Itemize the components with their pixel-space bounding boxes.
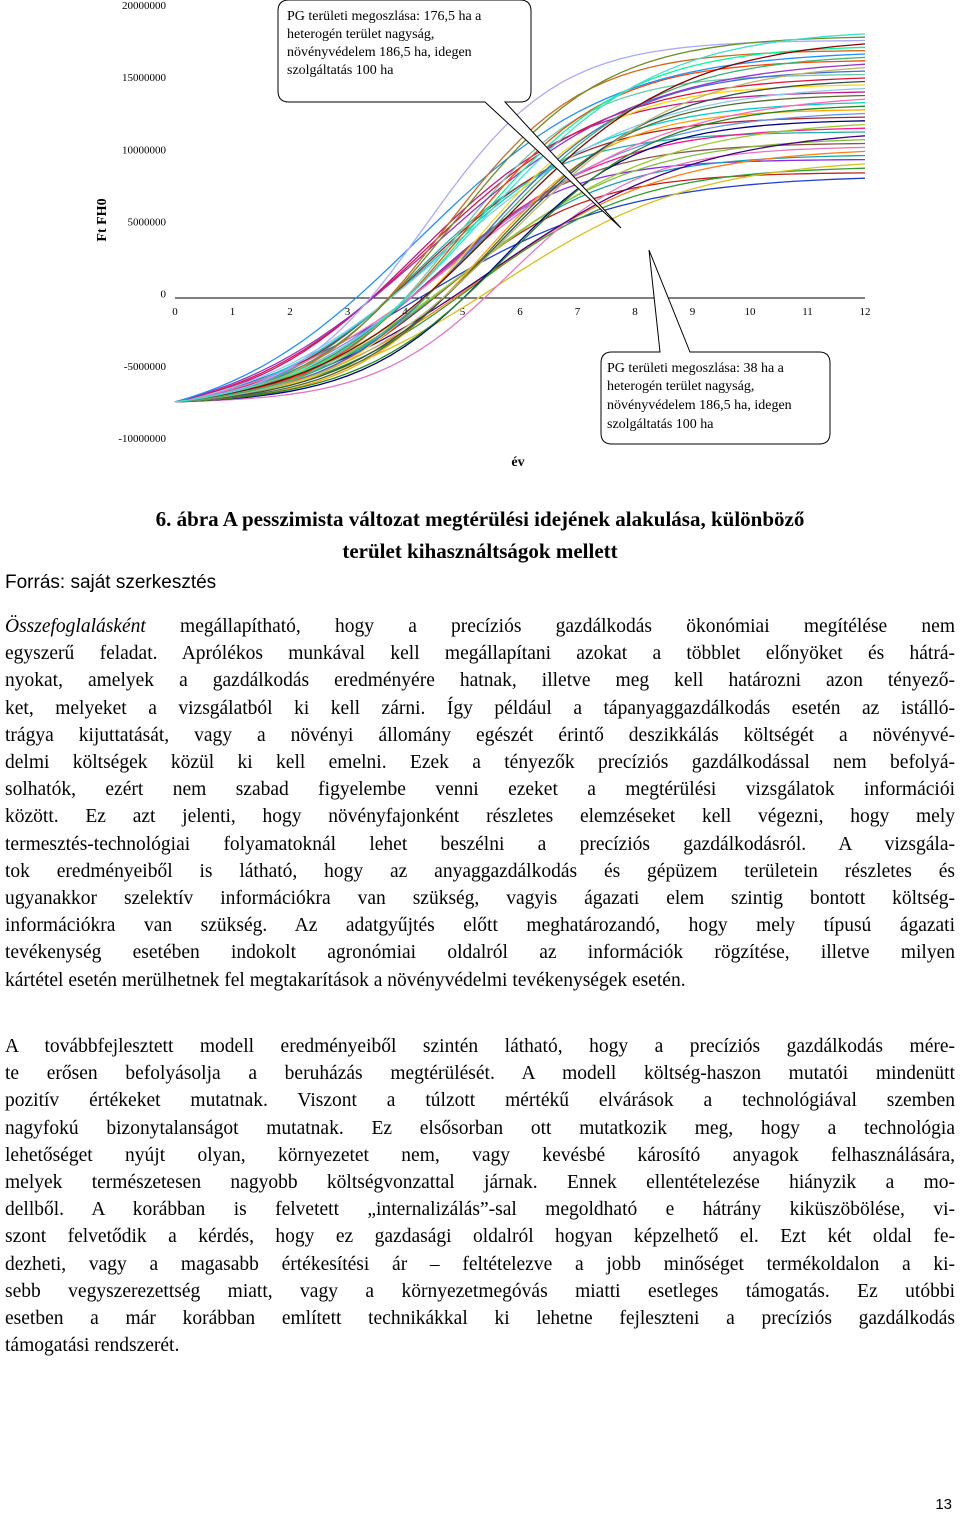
callout-bottom-line-3: növényvédelem 186,5 ha, idegen xyxy=(607,398,792,413)
text-line: esetben a már korábban említett technikákkal ki lehetne fejleszteni a precíziós gazdálkodás xyxy=(5,1308,955,1330)
x-tick-label: 2 xyxy=(287,306,293,318)
paragraph-summary xyxy=(5,613,955,994)
y-tick-label: -10000000 xyxy=(118,433,166,445)
y-tick-label: 5000000 xyxy=(127,216,166,229)
text-line: lehetőséget nyújt olyan, környezetet nem, vagy kevésbé károsító anyagok felhasználására, xyxy=(5,1144,955,1166)
figure-caption-line-2: terület kihasználtságok mellett xyxy=(342,539,618,563)
callout-bottom-line-2: heterogén terület nagyság, xyxy=(607,379,755,394)
lead-word: Összefoglalásként xyxy=(5,616,146,637)
text-line: támogatási rendszerét. xyxy=(5,1335,180,1357)
payback-chart xyxy=(0,0,960,480)
text-line: kártétel esetén merülhetnek fel megtakarítások a növényvédelmi tevékenységek esetén. xyxy=(5,969,686,991)
text-line: A továbbfejlesztett modell eredményeiből szintén látható, hogy a precíziós gazdálkodás mére- xyxy=(5,1036,955,1057)
x-tick-label: 10 xyxy=(744,306,756,318)
callout-bottom-line-4: szolgáltatás 100 ha xyxy=(607,417,714,432)
x-axis-label: év xyxy=(511,455,525,470)
text-line: nyokat, amelyek a gazdálkodás eredményére hatnak, illetve meg kell határozni azon tényező- xyxy=(5,670,955,692)
figure-caption-line-1: 6. ábra A pesszimista változat megtérülési idejének alakulása, különböző xyxy=(155,507,805,531)
x-tick-label: 1 xyxy=(229,306,236,318)
x-tick-label: 7 xyxy=(574,306,581,318)
text-line: ugyanakkor szelektív információkra van szükség, vagyis ágazati elem szintig bontott költség- xyxy=(5,888,955,910)
text-line: dezheti, vagy a magasabb értékesítési ár – feltételezve a jobb minőséget termékoldalon a ki- xyxy=(5,1253,955,1275)
callout-top xyxy=(278,0,621,228)
x-tick-label: 8 xyxy=(632,306,638,318)
callout-bottom-bubble xyxy=(601,250,830,444)
x-tick-label: 9 xyxy=(689,306,696,318)
text-line: egyszerű feladat. Aprólékos munkával kell megállapítani azokat a többlet előnyöket és hátrá- xyxy=(5,643,955,665)
callout-bottom xyxy=(601,250,830,444)
text-line: ket, melyeket a vizsgálatból ki kell zárni. Így például a tápanyaggazdálkodás esetén az istálló- xyxy=(5,697,955,719)
text-line: melyek természetesen nagyobb költségvonzattal járnak. Ennek ellentételezése hiányzik a mo- xyxy=(5,1172,955,1194)
text-line: információkra van szükség. Az adatgyűjtés előtt meghatározandó, hogy mely típusú ágazati xyxy=(5,915,955,937)
callout-top-line-2: heterogén terület nagyság, xyxy=(287,27,435,42)
callout-top-line-4: szolgáltatás 100 ha xyxy=(287,63,394,78)
series-line xyxy=(175,57,865,402)
x-axis-ticks xyxy=(172,306,870,318)
y-tick-label: 20000000 xyxy=(122,0,166,12)
figure-caption xyxy=(0,503,960,567)
series-line xyxy=(175,54,865,402)
text-line: tevékenység esetében indokolt agronómiai oldalról az információk rögzítése, illetve milyen xyxy=(5,942,955,964)
paragraph-model xyxy=(5,1033,955,1359)
text-line: pozitív értékeket mutatnak. Viszont a túlzott mértékű elvárások a technológiával szemben xyxy=(5,1090,955,1112)
x-tick-label: 6 xyxy=(517,306,523,318)
text-line: termesztés-technológiai folyamatoknál lehet beszélni a precíziós gazdálkodásról. A vizsgála- xyxy=(5,833,955,855)
text-line: dellből. A korábban is felvetett „internalizálás”-sal megoldható e hátrány kiküszöbölése, vi- xyxy=(5,1199,955,1221)
series-line xyxy=(175,51,865,402)
x-tick-label: 5 xyxy=(459,306,466,318)
y-axis-ticks xyxy=(118,0,166,445)
text-line: között. Ez azt jelenti, hogy növényfajonként részletes elemzéseket kell végezni, hogy mely xyxy=(5,806,955,828)
figure-source: Forrás: saját szerkesztés xyxy=(5,572,217,593)
y-tick-label: 0 xyxy=(160,288,166,301)
y-tick-label: 15000000 xyxy=(122,72,166,85)
page-number: 13 xyxy=(935,1496,952,1513)
text-line: tok eredményeiből is látható, hogy az anyaggazdálkodás és gépüzem területein részletes és xyxy=(5,860,955,882)
callout-top-line-3: növényvédelem 186,5 ha, idegen xyxy=(287,45,472,60)
text-line: delmi költségek közül ki kell emelni. Ezek a tényezők precíziós gazdálkodással nem befolyá- xyxy=(5,752,955,774)
text-line: nagyfokú bizonytalanságot mutatnak. Ez elsősorban ott mutatkozik meg, hogy a technológia xyxy=(5,1117,955,1139)
y-tick-label: -5000000 xyxy=(123,360,166,373)
x-tick-label: 3 xyxy=(344,306,351,318)
text-line: trágya kijuttatását, vagy a növényi állomány egészét érintő deszikkálás költségét a növényvé- xyxy=(5,724,955,746)
text-line: te erősen befolyásolja a beruházás megtérülését. A modell költség-haszon mutatói mindenütt xyxy=(5,1063,955,1085)
x-tick-label: 11 xyxy=(802,306,813,318)
text-line: szont felvetődik a kérdés, hogy ez gazdasági oldalról hogyan képzelhető el. Ezt két oldal fe- xyxy=(5,1226,955,1248)
y-axis-label: Ft FH0 xyxy=(95,198,110,242)
x-tick-label: 12 xyxy=(859,306,871,318)
text-line: Összefoglalásként megállapítható, hogy a precíziós gazdálkodás ökonómiai megítélése nem xyxy=(5,616,955,637)
y-tick-label: 10000000 xyxy=(122,144,166,157)
callout-bottom-line-1: PG területi megoszlása: 38 ha a xyxy=(607,361,784,376)
text-line: sebb vegyszerezettség miatt, vagy a környezetmegóvás miatti esetleges támogatás. Ez utóbbi xyxy=(5,1280,955,1302)
x-tick-label: 4 xyxy=(402,306,408,318)
text-line: solhatók, ezért nem szabad figyelembe venni ezeket a megtérülési vizsgálatok információi xyxy=(5,779,955,801)
callout-top-line-1: PG területi megoszlása: 176,5 ha a xyxy=(287,9,482,24)
x-tick-label: 0 xyxy=(172,306,178,318)
